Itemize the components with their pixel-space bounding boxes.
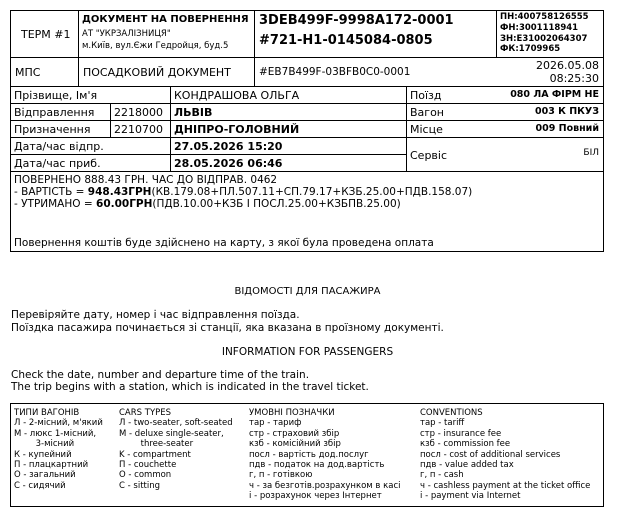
- legend-item: посл - cost of additional services: [420, 449, 561, 460]
- passenger-name-value: КОНДРАШОВА ОЛЬГА: [174, 89, 300, 102]
- legend-item: С - сидячий: [14, 480, 66, 491]
- legend-item: г, п - cash: [420, 470, 464, 481]
- refund-summary: ПОВЕРНЕНО 888.43 ГРН. ЧАС ДО ВІДПРАВ. 0462: [14, 174, 278, 186]
- seat-value: 009 Повний: [535, 123, 599, 134]
- legend-item: і - payment via Internet: [420, 491, 521, 502]
- table-border-right: [603, 10, 604, 252]
- info-en-line1: Check the date, number and departure time of the train.: [11, 369, 310, 381]
- refund-cost-line: [14, 187, 472, 198]
- destination-station-part1: ДНІПРО: [174, 123, 224, 136]
- table-vline-header-3: [496, 10, 497, 58]
- refund-cost-detail: (КВ.179.08+ПЛ.507.11+СП.79.17+КЗБ.25.00+ПДВ.158.07): [151, 186, 473, 198]
- legend-car-types-ua: [14, 408, 103, 491]
- legend-item: M - deluxe single-seater,: [119, 428, 224, 439]
- document-id-1: 3DEB499F-9998A172-0001: [259, 13, 454, 28]
- legend-item: C - sitting: [119, 480, 161, 491]
- document-code: #EB7B499F-03BFB0C0-0001: [259, 66, 411, 78]
- table-line-row1: [10, 57, 604, 58]
- legend-col3-title: УМОВНІ ПОЗНАЧКИ: [249, 408, 335, 418]
- legend-item: K - compartment: [119, 449, 191, 460]
- issue-time: 08:25:30: [549, 72, 599, 85]
- table-line-dep: [10, 120, 604, 121]
- company-address: м.Київ, вул.Єжи Гедройця, буд.5: [82, 41, 229, 51]
- table-line-arrtime: [10, 171, 604, 172]
- terminal-label: ТЕРМ #1: [21, 28, 71, 41]
- train-label: Поїзд: [410, 89, 442, 102]
- table-vline-code: [110, 104, 111, 138]
- legend-item: К - купейний: [14, 449, 72, 460]
- table-line-name: [10, 103, 604, 104]
- table-line-row2: [10, 86, 604, 87]
- wagon-label: Вагон: [410, 106, 444, 119]
- table-vline-name: [170, 87, 171, 172]
- legend-item: three-seater: [119, 439, 194, 450]
- destination-station-hyphen: -: [223, 123, 229, 136]
- info-ua-line1: Перевіряйте дату, номер і час відправлення поїзда.: [11, 309, 300, 321]
- wagon-value: 003 К ПКУЗ: [535, 106, 599, 117]
- legend-col2-title: CARS TYPES: [119, 408, 172, 418]
- legend-item: П - плацкартний: [14, 460, 89, 471]
- legend-item: тар - tariff: [420, 418, 465, 429]
- legend-item: М - люкс 1-місний,: [14, 428, 97, 439]
- document-type: ПОСАДКОВИЙ ДОКУМЕНТ: [83, 66, 231, 79]
- refund-cost-amount: 948.43ГРН: [87, 186, 152, 198]
- legend-item: ч - cashless payment at the ticket office: [420, 480, 591, 491]
- refund-kept-prefix: - УТРИМАНО =: [14, 198, 97, 210]
- departure-label: Відправлення: [14, 106, 95, 119]
- legend-item: ч - за безготів.розрахунком в касі: [249, 480, 401, 491]
- refund-note: Повернення коштів буде здійснено на карту, з якої була проведена оплата: [14, 237, 434, 249]
- train-value: 080 ЛА ФІРМ НЕ: [510, 89, 599, 100]
- table-vline-train: [406, 87, 407, 172]
- document-title: ДОКУМЕНТ НА ПОВЕРНЕННЯ: [82, 14, 249, 25]
- info-en-title: INFORMATION FOR PASSENGERS: [221, 346, 394, 358]
- legend-item: пдв - value added tax: [420, 460, 514, 471]
- refund-kept-detail: (ПДВ.10.00+КЗБ І ПОСЛ.25.00+КЗБПВ.25.00): [152, 198, 401, 210]
- arrival-time-label: Дата/час приб.: [14, 157, 101, 170]
- table-vline-header-2: [254, 10, 255, 87]
- legend-col1-title: ТИПИ ВАГОНІВ: [14, 408, 80, 418]
- table-border-left: [10, 10, 11, 252]
- destination-station-part2: ГОЛОВНИЙ: [228, 123, 300, 136]
- legend-item: Л - two-seater, soft-seated: [119, 418, 233, 429]
- refund-kept-line: [14, 199, 401, 210]
- info-ua-line2: Поїздка пасажира починається зі станції, яка вказана в проїзному документі.: [11, 322, 444, 334]
- arrival-time-value: 28.05.2026 06:46: [174, 157, 283, 170]
- seat-label: Місце: [410, 123, 443, 136]
- fiscal-fn: ФН:3001118941: [500, 23, 579, 33]
- legend-col4-title: CONVENTIONS: [420, 408, 483, 418]
- service-label: Сервіс: [410, 149, 448, 162]
- service-value: БІЛ: [583, 148, 599, 158]
- info-ua-title: ВІДОМОСТІ ДЛЯ ПАСАЖИРА: [234, 286, 381, 297]
- departure-code: 2218000: [114, 106, 163, 119]
- table-vline-header-1: [78, 10, 79, 87]
- legend-item: кзб - commission fee: [420, 439, 511, 450]
- mps-label: МПС: [15, 66, 41, 79]
- legend-conventions-ua: [249, 408, 400, 502]
- company-name: АТ "УКРЗАЛІЗНИЦЯ": [82, 29, 171, 39]
- legend-item: тар - тариф: [249, 418, 302, 429]
- legend-item: кзб - комісійний збір: [249, 439, 341, 450]
- legend-item: пдв - податок на дод.вартість: [249, 460, 385, 471]
- legend-item: стр - страховий збір: [249, 428, 340, 439]
- info-en-line2: The trip begins with a station, which is indicated in the travel ticket.: [11, 381, 369, 393]
- legend-car-types-en: [119, 408, 233, 491]
- destination-label: Призначення: [14, 123, 91, 136]
- issue-date: 2026.05.08: [536, 59, 599, 72]
- legend-item: 3-місний: [14, 439, 75, 450]
- table-border-bottom: [10, 251, 604, 252]
- legend-item: г, п - готівкою: [249, 470, 313, 481]
- legend-conventions-en: [420, 408, 590, 502]
- legend-item: О - загальний: [14, 470, 76, 481]
- departure-time-label: Дата/час відпр.: [14, 140, 104, 153]
- legend-item: П - couchette: [119, 460, 177, 471]
- legend-item: посл - вартість дод.послуг: [249, 449, 369, 460]
- legend-item: стр - insurance fee: [420, 428, 502, 439]
- refund-kept-amount: 60.00ГРН: [96, 198, 153, 210]
- passenger-name-label: Прізвище, Ім'я: [14, 89, 98, 102]
- table-line-deptime: [10, 154, 406, 155]
- legend-item: O - common: [119, 470, 172, 481]
- legend-item: і - розрахунок через Інтернет: [249, 491, 382, 502]
- legend-item: Л - 2-місний, м'який: [14, 418, 103, 429]
- fiscal-zn: ЗН:Е31002064307: [500, 34, 588, 44]
- table-line-dest: [10, 137, 604, 138]
- departure-station: ЛЬВІВ: [174, 106, 213, 119]
- destination-station: [174, 124, 299, 135]
- destination-code: 2210700: [114, 123, 163, 136]
- fiscal-pn: ПН:400758126555: [500, 12, 589, 22]
- departure-time-value: 27.05.2026 15:20: [174, 140, 283, 153]
- fiscal-fk: ФК:1709965: [500, 44, 561, 54]
- table-border-top: [10, 10, 604, 11]
- refund-cost-prefix: - ВАРТІСТЬ =: [14, 186, 88, 198]
- document-id-2: #721-H1-0145084-0805: [259, 33, 433, 48]
